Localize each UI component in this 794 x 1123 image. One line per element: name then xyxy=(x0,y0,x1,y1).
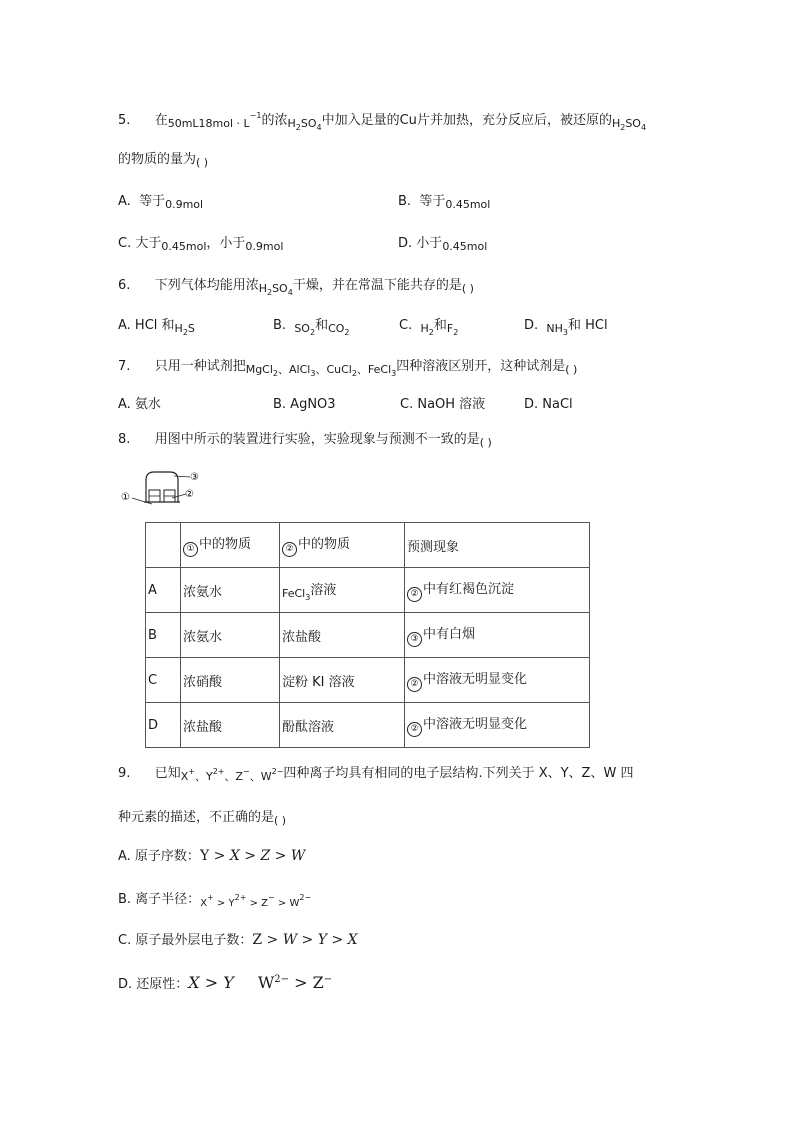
q5-text-3: 中加入足量的 xyxy=(321,113,400,128)
apparatus-label-3: ③ xyxy=(190,472,199,483)
q9-option-a: A. 原子序数：Y > X > Z > W xyxy=(118,848,306,864)
q8-number: 8. xyxy=(118,432,131,447)
table-row: D 浓盐酸 酚酞溶液 ② 中溶液无明显变化 xyxy=(146,703,590,748)
q8-paren: ( ) xyxy=(479,436,492,449)
q5-text-4: 片并加热，充分反应后，被还原的 xyxy=(416,113,612,128)
header-col-1: ① 中的物质 xyxy=(181,523,280,568)
q7-number: 7. xyxy=(118,359,131,374)
q5-option-a: A. 等于$_{0.9mol}$ xyxy=(118,194,204,211)
q5-text-5: 的物质的量为 xyxy=(118,152,197,167)
q5-text-2: 的浓 xyxy=(261,113,288,128)
apparatus-label-2: ② xyxy=(185,489,194,500)
q9-line1: 9. 已知$_{X^+、Y^{2+}、Z^-、W^{2-}}$四种离子均具有相同的电子层结构.下列关于 X、Y、Z、W 四 xyxy=(118,766,634,783)
q5-concentration-exp: −1 xyxy=(249,111,262,120)
q6-number: 6. xyxy=(118,278,131,293)
q6-paren: ( ) xyxy=(461,282,474,295)
q9-number: 9. xyxy=(118,766,131,781)
header-col-3: 预测现象 xyxy=(405,523,590,568)
q6-option-a: A. HCl 和$_{H_2S}$ xyxy=(118,318,195,337)
header-col-2: ② 中的物质 xyxy=(280,523,405,568)
experiment-table xyxy=(145,522,590,748)
q5-text-1: 在 xyxy=(154,113,168,128)
q6-option-b: B. $_{SO_2}$和$_{CO_2}$ xyxy=(273,318,350,337)
q6-h2so4: H2SO4 xyxy=(258,282,293,297)
table-row: B 浓氨水 浓盐酸 ③ 中有白烟 xyxy=(146,613,590,658)
q5-number: 5. xyxy=(118,113,131,128)
q5-option-c: C. 大于$_{0.45mol}$，小于$_{0.9mol}$ xyxy=(118,236,284,253)
q5-h2so4-b: H2SO4 xyxy=(611,117,647,132)
q7-stem: 7. 只用一种试剂把$_{MgCl_2、AlCl_3、CuCl_2、FeCl_3}$四种溶液区别开，这种试剂是$_{( )}$ xyxy=(118,359,578,378)
q6-option-c: C. $_{H_2}$和$_{F_2}$ xyxy=(399,318,459,337)
table-header-row xyxy=(146,523,590,568)
q5-h2so4-a: H2SO4 xyxy=(287,117,322,132)
q9-paren: ( ) xyxy=(274,814,287,827)
q7-option-a: A. 氨水 xyxy=(118,397,161,412)
apparatus-diagram xyxy=(118,468,208,514)
q9-option-c: C. 原子最外层电子数：Z > W > Y > X xyxy=(118,932,358,948)
q9-option-b: B. 离子半径：$_{X^+ > Y^{2+} > Z^- > W^{2-}}$ xyxy=(118,892,312,909)
q7-option-b: B. AgNO3 xyxy=(273,397,336,412)
q5-line2 xyxy=(118,150,208,173)
q5-line1 xyxy=(118,106,646,138)
q7-option-c: C. NaOH 溶液 xyxy=(400,397,486,412)
q5-option-b: B. 等于$_{0.45mol}$ xyxy=(398,194,491,211)
q6-option-d: D. $_{NH_3}$和 HCl xyxy=(524,318,608,337)
q8-stem: 8. 用图中所示的装置进行实验，实验现象与预测不一致的是$_{( )}$ xyxy=(118,432,492,449)
q9-ions: X+、Y2+、Z−、W2− xyxy=(180,767,284,783)
q5-concentration: 50mL18mol · L xyxy=(167,117,250,130)
q5-paren: ( ) xyxy=(196,156,209,169)
apparatus-label-1: ① xyxy=(121,492,130,503)
q9-option-d: D. 还原性：X > Y $W^{2-} > Z^-$ xyxy=(118,973,333,992)
q5-option-d: D. 小于$_{0.45mol}$ xyxy=(398,236,488,253)
q7-option-d: D. NaCl xyxy=(524,397,573,412)
q5-cu: Cu xyxy=(399,113,417,128)
q7-paren: ( ) xyxy=(565,363,578,376)
q6-stem: 6. 下列气体均能用浓$_{H_2SO_4}$干燥，并在常温下能共存的是$_{( )}$ xyxy=(118,278,474,297)
table-row: C 浓硝酸 淀粉 KI 溶液 ② 中溶液无明显变化 xyxy=(146,658,590,703)
q9-line2: 种元素的描述，不正确的是$_{( )}$ xyxy=(118,810,287,827)
table-row: A 浓氨水 $_{FeCl_3}$溶液 ② 中有红褐色沉淀 xyxy=(146,568,590,613)
